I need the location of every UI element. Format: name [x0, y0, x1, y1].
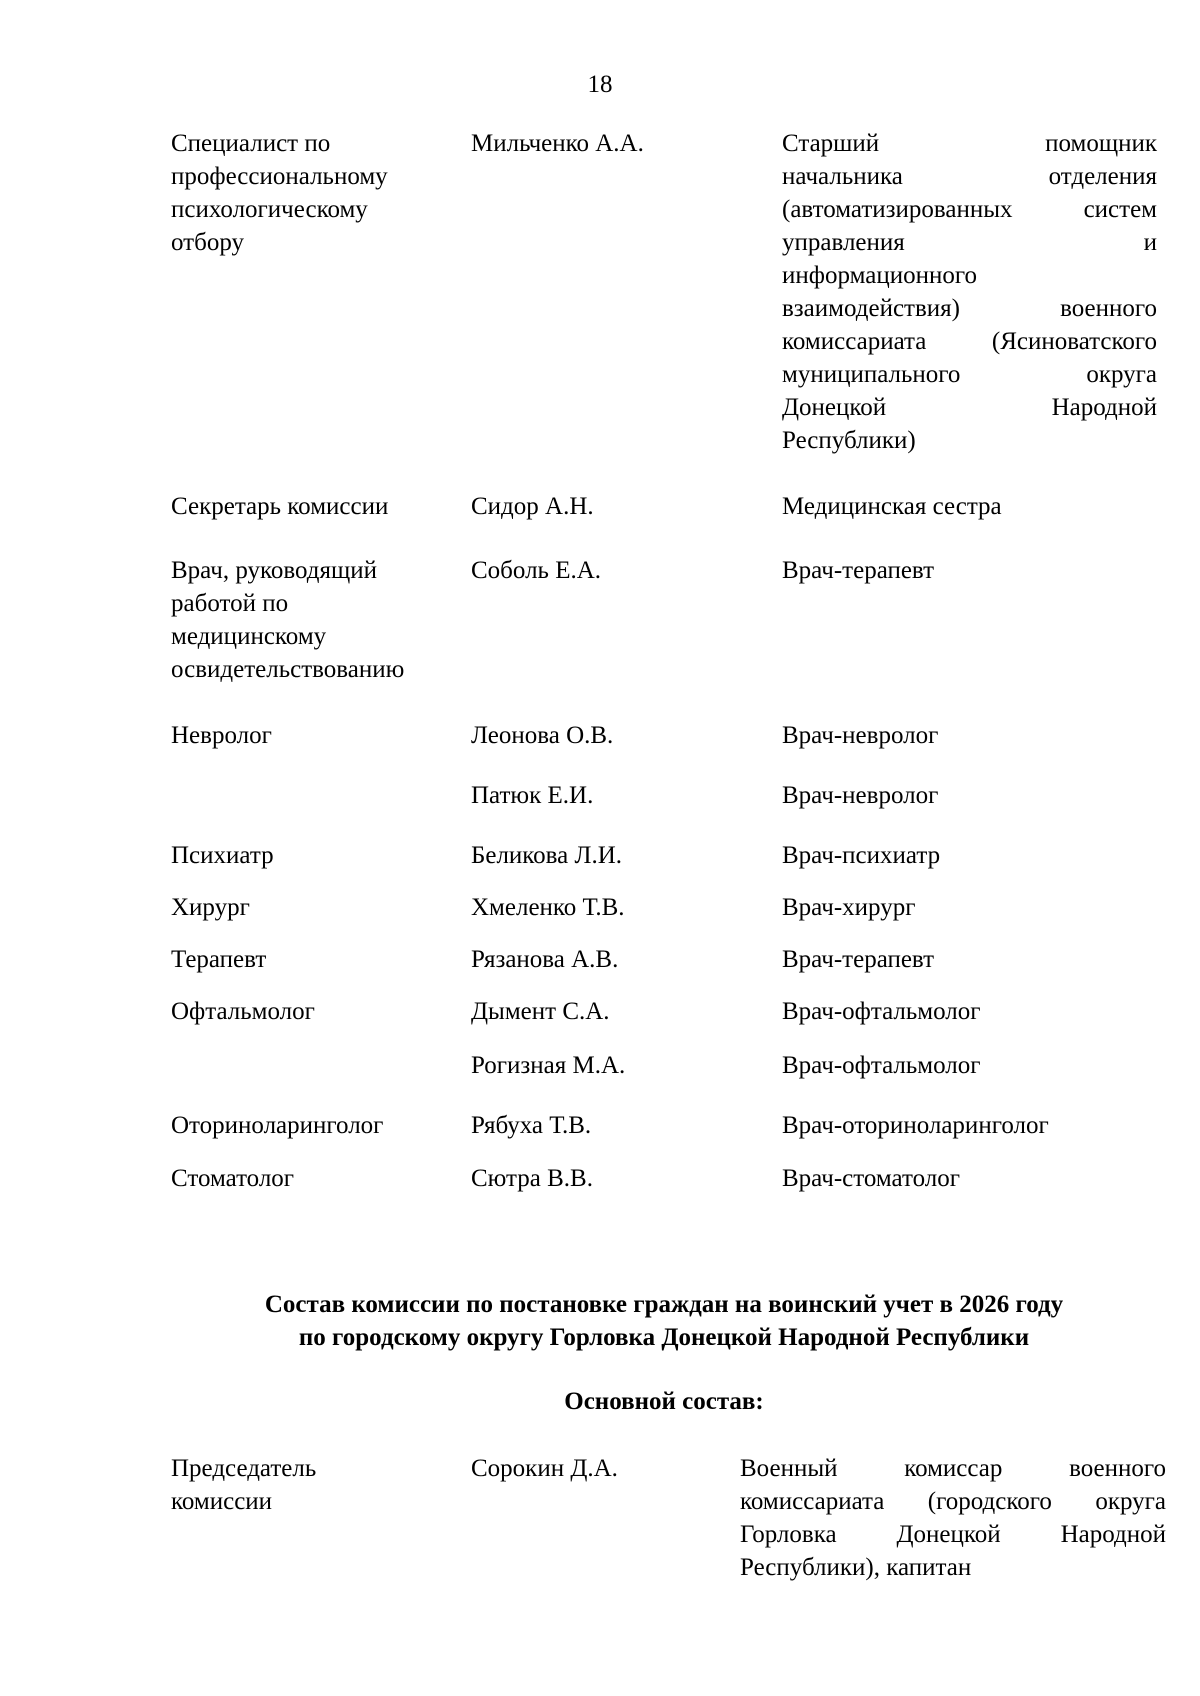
member-row	[171, 839, 1157, 872]
member-name: Рязанова А.В.	[471, 946, 619, 973]
member-position-line: Врач-терапевт	[782, 946, 935, 973]
member-role-line: Оториноларинголог	[171, 1112, 384, 1139]
member-position-line: управления и	[782, 229, 1157, 256]
member-position-line: Военный комиссар военного	[740, 1455, 1166, 1482]
member-position-line: Врач-оториноларинголог	[782, 1112, 1049, 1139]
member-role-line: профессиональному	[171, 163, 388, 190]
member-position	[782, 554, 1157, 587]
member-position	[782, 1049, 1157, 1082]
member-role	[171, 943, 471, 976]
member-role-line: Врач, руководящий	[171, 557, 378, 584]
member-name: Рябуха Т.В.	[471, 1112, 592, 1139]
member-position-line: Медицинская сестра	[782, 493, 1002, 520]
commission-members-list	[171, 127, 1157, 1195]
member-position-line: Старший помощник	[782, 130, 1157, 157]
member-position-line: Врач-хирург	[782, 894, 916, 921]
member-row	[171, 490, 1157, 523]
member-position	[782, 891, 1157, 924]
member-position-line: Врач-невролог	[782, 782, 939, 809]
subsection-title: Основной состав:	[564, 1388, 764, 1415]
member-row	[171, 1452, 1171, 1584]
member-role	[171, 1109, 471, 1142]
member-name: Сорокин Д.А.	[471, 1455, 618, 1482]
member-position-line: Донецкой Народной	[782, 394, 1157, 421]
member-position-line: Врач-офтальмолог	[782, 998, 981, 1025]
member-role-line: Невролог	[171, 722, 272, 749]
member-position-line: Врач-психиатр	[782, 842, 941, 869]
member-role-line: Офтальмолог	[171, 998, 315, 1025]
member-role-line: медицинскому	[171, 623, 327, 650]
section-title-line-2: по городскому округу Горловка Донецкой Народной Республики	[298, 1324, 1030, 1351]
member-row	[171, 554, 1157, 686]
member-role	[171, 891, 471, 924]
member-role	[171, 127, 471, 259]
member-role-line: Терапевт	[171, 946, 267, 973]
member-position-line: Республики)	[782, 427, 916, 454]
member-role	[171, 1049, 471, 1082]
member-position-line: комиссариата (Ясиноватского	[782, 328, 1157, 355]
member-name: Дымент С.А.	[471, 998, 610, 1025]
member-position-line: Врач-офтальмолог	[782, 1052, 981, 1079]
member-position	[782, 943, 1157, 976]
member-name: Мильченко А.А.	[471, 130, 644, 157]
member-role	[171, 995, 471, 1028]
member-role-line: Хирург	[171, 894, 250, 921]
member-position	[782, 719, 1157, 752]
member-name: Соболь Е.А.	[471, 557, 602, 584]
member-position	[740, 1452, 1166, 1584]
member-role	[171, 554, 471, 686]
member-role-line: отбору	[171, 229, 244, 256]
member-row	[171, 779, 1157, 812]
member-role	[171, 1162, 471, 1195]
main-composition-list	[171, 1452, 1171, 1584]
member-position	[782, 995, 1157, 1028]
member-name: Сютра В.В.	[471, 1165, 593, 1192]
member-row	[171, 995, 1157, 1028]
member-position-line: комиссариата (городского округа	[740, 1488, 1166, 1515]
member-position-line: Врач-невролог	[782, 722, 939, 749]
member-position-line: Врач-терапевт	[782, 557, 935, 584]
member-name: Рогизная М.А.	[471, 1052, 626, 1079]
member-role	[171, 839, 471, 872]
member-position	[782, 490, 1157, 523]
member-row	[171, 1109, 1157, 1142]
member-position-line: взаимодействия) военного	[782, 295, 1157, 322]
member-row	[171, 719, 1157, 752]
member-role-line: Председатель	[171, 1455, 317, 1482]
member-row	[171, 891, 1157, 924]
page-number: 18	[587, 71, 613, 98]
member-role	[171, 719, 471, 752]
member-role-line: Специалист по	[171, 130, 331, 157]
member-name: Леонова О.В.	[471, 722, 614, 749]
member-role	[171, 490, 471, 523]
member-position-line: Республики), капитан	[740, 1554, 972, 1581]
section-title-line-1: Состав комиссии по постановке граждан на воинский учет в 2026 году	[264, 1291, 1064, 1318]
member-role-line: комиссии	[171, 1488, 273, 1515]
member-role-line: Психиатр	[171, 842, 274, 869]
member-name: Патюк Е.И.	[471, 782, 594, 809]
member-position-line: информационного	[782, 262, 977, 289]
member-position	[782, 839, 1157, 872]
member-position	[782, 1109, 1157, 1142]
member-position-line: начальника отделения	[782, 163, 1157, 190]
section-title	[0, 1288, 1200, 1354]
member-position-line: муниципального округа	[782, 361, 1157, 388]
member-row	[171, 943, 1157, 976]
member-position	[782, 127, 1157, 457]
member-role-line: психологическому	[171, 196, 368, 223]
member-role-line: освидетельствованию	[171, 656, 405, 683]
member-name: Хмеленко Т.В.	[471, 894, 625, 921]
member-position-line: (автоматизированных систем	[782, 196, 1157, 223]
member-name: Беликова Л.И.	[471, 842, 623, 869]
member-row	[171, 1162, 1157, 1195]
member-role-line	[171, 779, 471, 812]
member-role	[171, 779, 471, 812]
member-row	[171, 127, 1157, 457]
member-role-line	[171, 1049, 471, 1082]
member-role-line: работой по	[171, 590, 289, 617]
member-position	[782, 1162, 1157, 1195]
member-position	[782, 779, 1157, 812]
member-row	[171, 1049, 1157, 1082]
member-position-line: Горловка Донецкой Народной	[740, 1521, 1166, 1548]
member-role-line: Стоматолог	[171, 1165, 295, 1192]
member-name: Сидор А.Н.	[471, 493, 594, 520]
member-role	[171, 1452, 471, 1518]
member-role-line: Секретарь комиссии	[171, 493, 389, 520]
member-position-line: Врач-стоматолог	[782, 1165, 960, 1192]
